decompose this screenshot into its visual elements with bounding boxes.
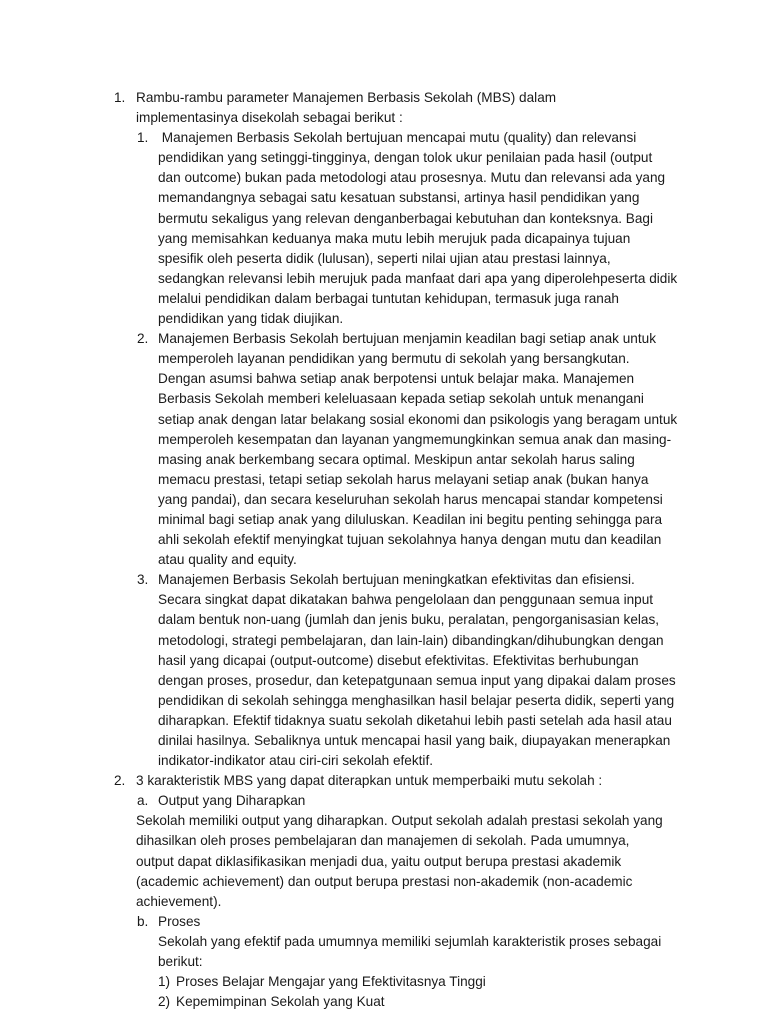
sub-item-text: Manajemen Berbasis Sekolah bertujuan mencapai mutu (quality) dan relevansi pendidikan yang setinggi-tingginya, dengan tolok ukur penilaian pada hasil (output dan outcome) bukan pada metodologi atau prosesnya. Mutu dan relevansi ada yang memandangnya sebagai satu kesatuan substansi, artinya hasil pendidikan yang bermutu sekaligus yang relevan denganberbagai kebutuhan dan konteksnya. Bagi yang memisahkan keduanya maka mutu lebih merujuk pada dicapainya tujuan spesifik oleh peserta didik (lulusan), seperti nilai ujian atau prestasi lainnya, sedangkan relevansi lebih merujuk pada manfaat dari apa yang diperolehpeserta didik melalui pendidikan dalam berbagai tuntutan kehidupan, termasuk juga ranah pendidikan yang tidak diujikan. (158, 130, 681, 327)
sub-item-text: Manajemen Berbasis Sekolah bertujuan menjamin keadilan bagi setiap anak untuk memperoleh layanan pendidikan yang bermutu di sekolah yang bersangkutan. Dengan asumsi bahwa setiap anak berpotensi untuk belajar maka. Manajemen Berbasis Sekolah memberi keleluasaan kepada setiap sekolah untuk menangani setiap anak dengan latar belakang sosial ekonomi dan psikologis yang beragam untuk memperoleh kesempatan dan layanan yangmemungkinkan semua anak dan masing-masing anak berkembang secara optimal. Meskipun antar sekolah harus saling memacu prestasi, tetapi setiap sekolah harus melayani setiap anak (bukan hanya yang pandai), dan secara keseluruhan sekolah harus mencapai standar kompetensi minimal bagi setiap anak yang diluluskan. Keadilan ini begitu penting sehingga para ahli sekolah efektif menyingkat tujuan sekolahnya hanya dengan mutu dan keadilan atau quality and equity. (158, 331, 678, 568)
sub-item-2 (0, 329, 768, 570)
list-number: 2. (114, 773, 126, 789)
sub-item-text: Manajemen Berbasis Sekolah bertujuan meningkatkan efektivitas dan efisiensi. Secara singkat dapat dikatakan bahwa pengelolaan dan penggunaan semua input dalam bentuk non-uang (jumlah dan jenis buku, peralatan, pengorganisasian kelas, metodologi, strategi pembelajaran, dan lain-lain) dibandingkan/dihubungkan dengan hasil yang dicapai (output-outcome) disebut efektivitas. Efektivitas berhubungan dengan proses, prosedur, dan ketepatgunaan semua input yang dipakai dalam proses pendidikan di sekolah sehingga menghasilkan hasil belajar peserta didik, seperti yang diharapkan. Efektif tidaknya suatu sekolah diketahui lebih pasti setelah ada hasil atau dinilai hasilnya. Sebaliknya untuk mencapai hasil yang baik, diupayakan menerapkan indikator-indikator atau ciri-ciri sekolah efektif. (158, 572, 676, 769)
sub-heading-label: a. (137, 793, 149, 809)
sub-heading-label: b. (137, 913, 149, 929)
proses-point-2 (0, 992, 768, 1012)
sub-item-3 (0, 570, 768, 771)
sub-item-number: 2. (137, 331, 149, 347)
paragraph-proses: Sekolah yang efektif pada umumnya memiliki sejumlah karakteristik proses sebagai berikut: (158, 933, 662, 970)
list-item-1 (0, 88, 768, 128)
point-number: 1) (158, 974, 171, 990)
sub-heading-title: Output yang Diharapkan (158, 793, 306, 809)
point-text: Kepemimpinan Sekolah yang Kuat (176, 994, 385, 1010)
sub-heading-b (0, 912, 768, 932)
sub-item-1 (0, 128, 768, 329)
document-body (0, 88, 768, 1012)
list-number: 1. (114, 90, 126, 105)
sub-item-number: 3. (137, 572, 149, 588)
proses-point-1 (0, 972, 768, 992)
point-number: 2) (158, 994, 171, 1010)
list-item-text: Rambu-rambu parameter Manajemen Berbasis Sekolah (MBS) dalam implementasinya disekolah sebagai berikut : (136, 90, 557, 126)
sub-heading-a (0, 791, 768, 811)
sub-heading-title: Proses (158, 913, 201, 929)
list-item-text: 3 karakteristik MBS yang dapat diterapkan untuk memperbaiki mutu sekolah : (136, 773, 603, 789)
sub-item-number: 1. (137, 130, 149, 146)
point-text: Proses Belajar Mengajar yang Efektivitasnya Tinggi (176, 974, 486, 990)
paragraph-output: Sekolah memiliki output yang diharapkan. Output sekolah adalah prestasi sekolah yang dihasilkan oleh proses pembelajaran dan manajemen di sekolah. Pada umumnya, output dapat diklasifikasikan menjadi dua, yaitu output berupa prestasi akademik (academic achievement) dan output berupa prestasi non-akademik (non-academic achievement). (136, 813, 663, 909)
list-item-2 (0, 771, 768, 791)
